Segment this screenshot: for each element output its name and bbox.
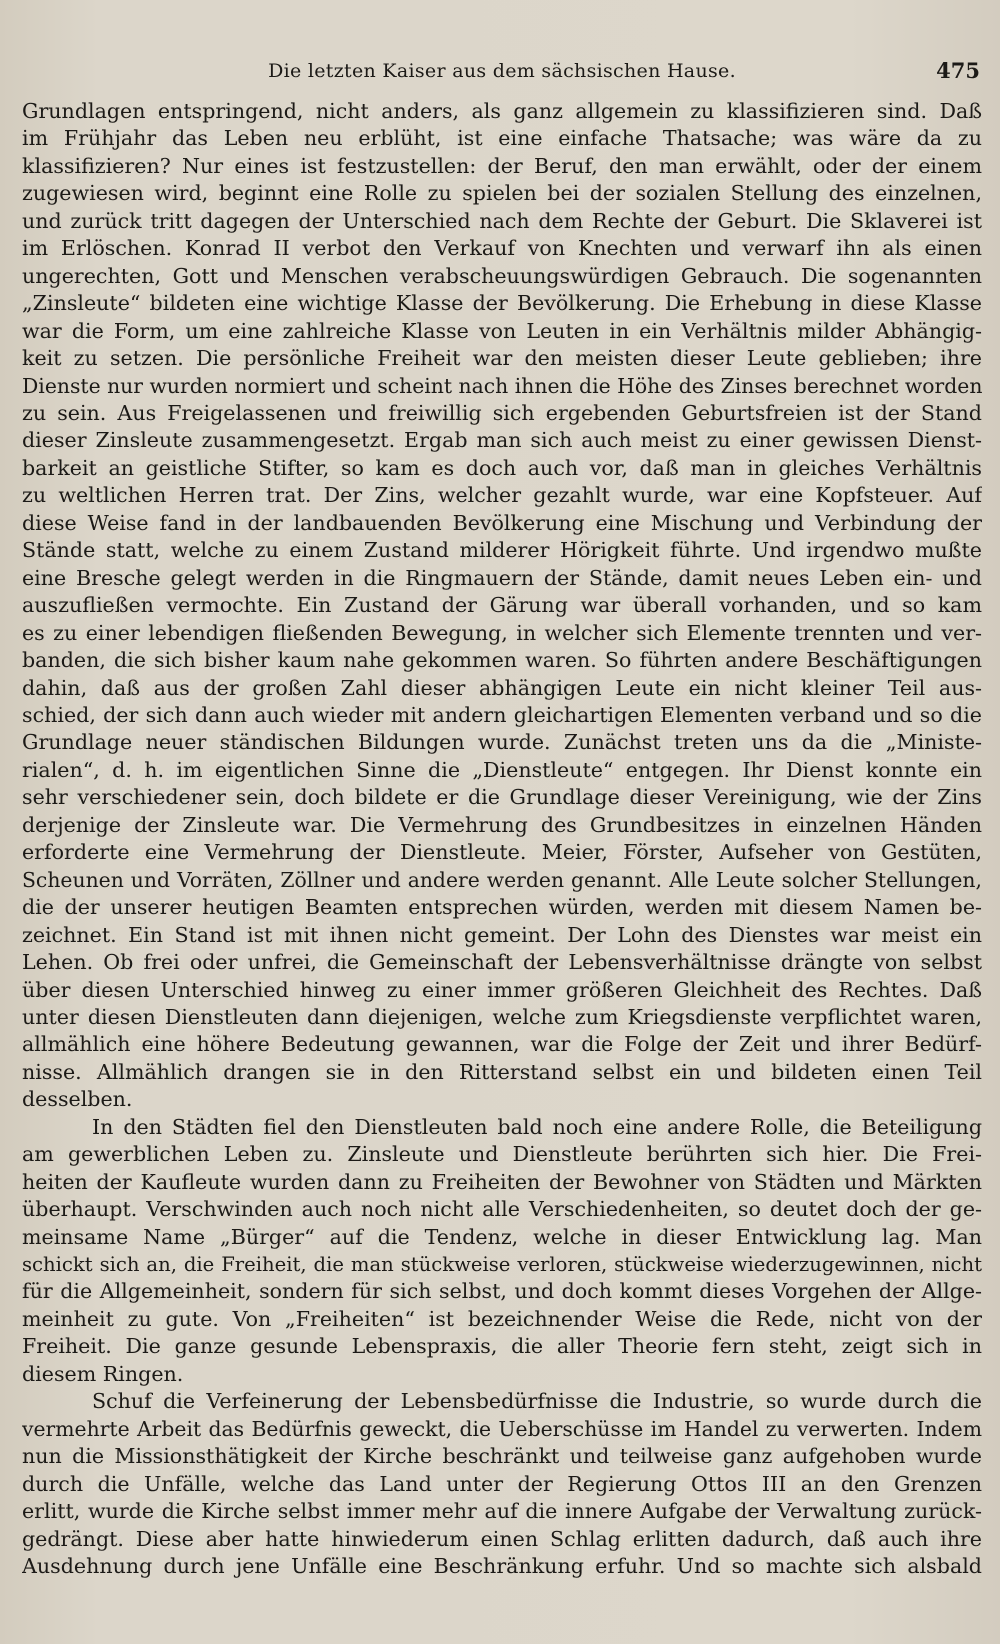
paragraph: [22, 1388, 982, 1580]
text-line: überhaupt. Verschwinden auch noch nicht alle Verschiedenheiten, so deutet doch der ge-: [22, 1197, 982, 1222]
text-line: banden, die sich bisher kaum nahe gekommen waren. So führten andere Beschäftigungen: [22, 648, 982, 673]
text-line: meinheit zu gute. Von „Freiheiten“ ist bezeichnender Weise die Rede, nicht von der: [22, 1306, 982, 1331]
paragraph: [22, 98, 982, 1114]
text-line: nun die Missionsthätigkeit der Kirche beschränkt und teilweise ganz aufgehoben wurde: [22, 1444, 982, 1469]
text-line: vermehrte Arbeit das Bedürfnis geweckt, die Ueberschüsse im Handel zu verwerten. Indem: [22, 1416, 982, 1441]
text-line: unter diesen Dienstleuten dann diejenigen, welche zum Kriegsdienste verpflichtet waren,: [22, 1004, 982, 1029]
running-head: [22, 52, 982, 92]
text-line: rialen“, d. h. im eigentlichen Sinne die „Dienstleute“ entgegen. Ihr Dienst konnte ein: [22, 757, 982, 782]
text-line: im Erlöschen. Konrad II verbot den Verkauf von Knechten und verwarf ihn als einen: [22, 236, 982, 261]
text-line: desselben.: [22, 1087, 133, 1112]
text-line: zu weltlichen Herren trat. Der Zins, welcher gezahlt wurde, war eine Kopfsteuer. Auf: [22, 483, 982, 508]
text-line: im Frühjahr das Leben neu erblüht, ist eine einfache Thatsache; was wäre da zu: [22, 126, 982, 151]
text-line: meinsame Name „Bürger“ auf die Tendenz, welche in dieser Entwicklung lag. Man: [22, 1224, 982, 1249]
text-line: ungerechten, Gott und Menschen verabscheuungswürdigen Gebrauch. Die sogenannten: [22, 263, 982, 288]
text-line: gedrängt. Diese aber hatte hinwiederum einen Schlag erlitten dadurch, daß auch ihre: [22, 1526, 982, 1551]
text-line: klassifizieren? Nur eines ist festzustellen: der Beruf, den man erwählt, oder der einem: [22, 153, 982, 178]
text-line: für die Allgemeinheit, sondern für sich selbst, und doch kommt dieses Vorgehen der Allge-: [22, 1279, 982, 1304]
text-line: nisse. Allmählich drangen sie in den Ritterstand selbst ein und bildeten einen Teil: [22, 1059, 982, 1084]
text-line: Ausdehnung durch jene Unfälle eine Beschränkung erfuhr. Und so machte sich alsbald: [22, 1554, 982, 1579]
text-line: keit zu setzen. Die persönliche Freiheit war den meisten dieser Leute geblieben; ihre: [22, 346, 982, 371]
text-line: zugewiesen wird, beginnt eine Rolle zu spielen bei der sozialen Stellung des einzelnen,: [22, 181, 982, 206]
text-line: Grundlage neuer ständischen Bildungen wurde. Zunächst treten uns da die „Ministe-: [22, 730, 982, 755]
text-line: zu sein. Aus Freigelassenen und freiwillig sich ergebenden Geburtsfreien ist der Stand: [22, 400, 982, 425]
text-line: derjenige der Zinsleute war. Die Vermehrung des Grundbesitzes in einzelnen Händen: [22, 812, 982, 837]
text-line: schickt sich an, die Freiheit, die man stückweise verloren, stückweise wiederzugewinnen, nicht: [22, 1253, 982, 1277]
text-line: zeichnet. Ein Stand ist mit ihnen nicht gemeint. Der Lohn des Dienstes war meist ein: [22, 922, 982, 947]
text-line: dahin, daß aus der großen Zahl dieser abhängigen Leute ein nicht kleiner Teil aus-: [22, 675, 982, 700]
text-line: über diesen Unterschied hinweg zu einer immer größeren Gleichheit des Rechtes. Daß: [22, 977, 982, 1002]
text-line: auszufließen vermochte. Ein Zustand der Gärung war überall vorhanden, und so kam: [22, 593, 982, 618]
body-text: [22, 98, 982, 1580]
text-line: diese Weise fand in der landbauenden Bevölkerung eine Mischung und Verbindung der: [22, 510, 982, 535]
text-line: erlitt, wurde die Kirche selbst immer mehr auf die innere Aufgabe der Verwaltung zurück-: [22, 1499, 982, 1524]
text-line: Schuf die Verfeinerung der Lebensbedürfnisse die Industrie, so wurde durch die: [92, 1389, 982, 1414]
text-line: erforderte eine Vermehrung der Dienstleute. Meier, Förster, Aufseher von Gestüten,: [22, 840, 982, 865]
text-line: heiten der Kaufleute wurden dann zu Freiheiten der Bewohner von Städten und Märkten: [22, 1169, 982, 1194]
text-line: durch die Unfälle, welche das Land unter der Regierung Ottos III an den Grenzen: [22, 1471, 982, 1496]
text-line: Lehen. Ob frei oder unfrei, die Gemeinschaft der Lebensverhältnisse drängte von selbst: [22, 950, 982, 975]
text-line: Grundlagen entspringend, nicht anders, als ganz allgemein zu klassifizieren sind. Daß: [22, 99, 982, 123]
text-line: war die Form, um eine zahlreiche Klasse von Leuten in ein Verhältnis milder Abhängig-: [22, 318, 982, 343]
text-line: Stände statt, welche zu einem Zustand milderer Hörigkeit führte. Und irgendwo mußte: [22, 538, 982, 563]
text-line: allmählich eine höhere Bedeutung gewannen, war die Folge der Zeit und ihrer Bedürf-: [22, 1032, 982, 1057]
text-line: diesem Ringen.: [22, 1361, 184, 1386]
text-line: dieser Zinsleute zusammengesetzt. Ergab man sich auch meist zu einer gewissen Dienst-: [22, 428, 982, 453]
text-line: sehr verschiedener sein, doch bildete er die Grundlage dieser Vereinigung, wie der Zins: [22, 785, 982, 810]
text-line: schied, der sich dann auch wieder mit andern gleichartigen Elementen verband und so die: [22, 702, 982, 727]
paragraph: [22, 1114, 982, 1389]
text-line: am gewerblichen Leben zu. Zinsleute und Dienstleute berührten sich hier. Die Frei-: [22, 1142, 982, 1167]
text-line: „Zinsleute“ bildeten eine wichtige Klasse der Bevölkerung. Die Erhebung in diese Klasse: [22, 291, 982, 316]
text-line: die der unserer heutigen Beamten entsprechen würden, werden mit diesem Namen be-: [22, 895, 982, 920]
text-line: In den Städten fiel den Dienstleuten bald noch eine andere Rolle, die Beteiligung: [92, 1114, 982, 1139]
text-line: es zu einer lebendigen fließenden Bewegung, in welcher sich Elemente trennten und ver-: [22, 620, 982, 645]
page-number: 475: [936, 58, 980, 83]
text-line: Freiheit. Die ganze gesunde Lebenspraxis, die aller Theorie fern steht, zeigt sich in: [22, 1334, 982, 1359]
text-line: eine Bresche gelegt werden in die Ringmauern der Stände, damit neues Leben ein- und: [22, 565, 982, 590]
text-line: barkeit an geistliche Stifter, so kam es doch auch vor, daß man in gleiches Verhältnis: [22, 455, 982, 480]
text-line: Dienste nur wurden normiert und scheint nach ihnen die Höhe des Zinses berechnet worden: [22, 373, 982, 398]
running-title: Die letzten Kaiser aus dem sächsischen Hause.: [268, 60, 736, 82]
text-line: Scheunen und Vorräten, Zöllner und andere werden genannt. Alle Leute solcher Stellungen,: [22, 867, 982, 892]
text-line: und zurück tritt dagegen der Unterschied nach dem Rechte der Geburt. Die Sklaverei ist: [22, 208, 982, 233]
